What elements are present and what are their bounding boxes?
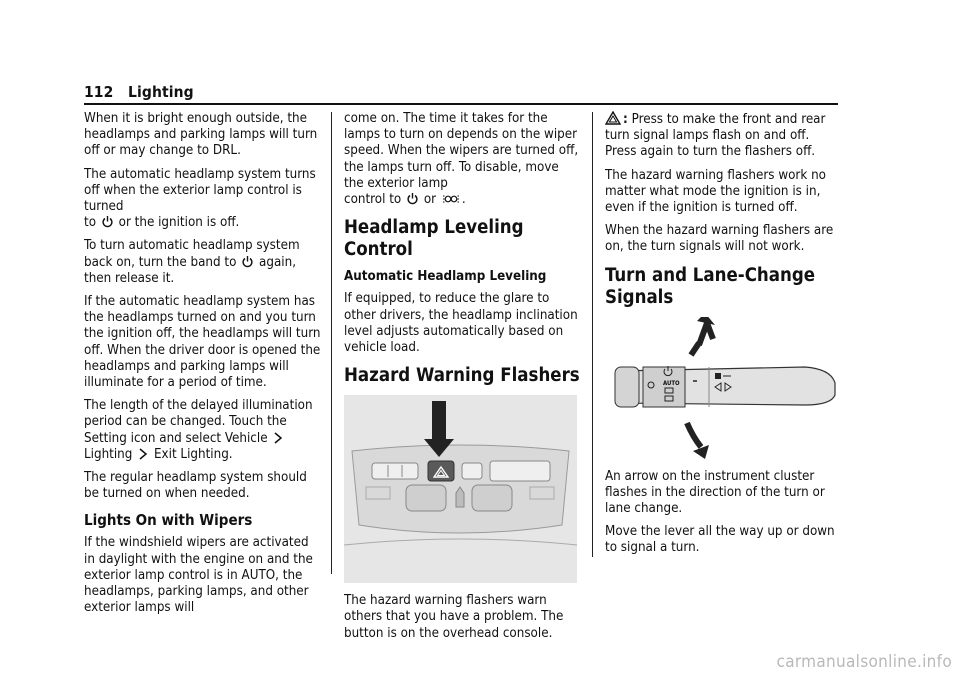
paragraph: The hazard warning flashers warn others that you have a problem. The button is on the overhead console. xyxy=(344,593,564,641)
turn-signal-lever-figure xyxy=(605,317,838,459)
page-header xyxy=(84,83,194,101)
paragraph: When the hazard warning flashers are on, the turn signals will not work. xyxy=(605,223,834,255)
paragraph: To turn automatic headlamp system back on, turn the band to again, then release it. xyxy=(84,238,300,286)
section-heading: Lights On with Wipers xyxy=(84,511,253,530)
paragraph: : Press to make the front and rear turn signal lamps flash on and off. Press again to turn the flashers off. xyxy=(605,112,826,160)
section-heading: Hazard Warning Flashers xyxy=(344,365,580,387)
power-off-icon xyxy=(102,215,113,228)
paragraph: The length of the delayed illumination period can be changed. Touch the Setting icon and select Vehicle Lighting Exit Lighting. xyxy=(84,398,313,462)
lever-auto-label: AUTO xyxy=(663,379,680,387)
parking-lamps-icon xyxy=(442,193,460,205)
hazard-icon xyxy=(433,466,449,478)
paragraph: Move the lever all the way up or down to signal a turn. xyxy=(605,524,835,556)
overhead-console-figure xyxy=(344,395,577,583)
column-divider-2 xyxy=(592,112,593,557)
page-number: 112 xyxy=(84,83,114,101)
paragraph: If the windshield wipers are activated in daylight with the engine on and the exterior lamp control is in AUTO, the headlamps, parking lamps, and other exterior lamps will xyxy=(84,535,313,616)
overhead-console-illustration xyxy=(344,395,577,583)
paragraph: The automatic headlamp system turns off when the exterior lamp control is turned to or the ignition is off. xyxy=(84,166,316,231)
paragraph: If equipped, to reduce the glare to other drivers, the headlamp inclination level adjusts automatically based on vehicle load. xyxy=(344,291,578,356)
hazard-warning-icon xyxy=(605,111,621,125)
header-rule xyxy=(84,103,838,105)
power-off-icon xyxy=(242,255,253,268)
column-3 xyxy=(605,111,840,564)
paragraph: The hazard warning flashers work no matter what mode the ignition is in, even if the ignition is turned off. xyxy=(605,167,826,216)
column-1 xyxy=(84,111,322,623)
chevron-right-icon xyxy=(273,432,283,444)
paragraph: come on. The time it takes for the lamps to turn on depends on the wiper speed. When the wipers are turned off, the lamps turn off. To disable, move the exterior lamp control to or . xyxy=(344,111,579,208)
column-2 xyxy=(344,111,582,649)
section-heading: Turn and Lane-Change Signals xyxy=(605,264,816,308)
paragraph: When it is bright enough outside, the headlamps and parking lamps will turn off or may change to DRL. xyxy=(84,111,318,159)
turn-signal-lever-illustration xyxy=(605,317,838,459)
column-divider-1 xyxy=(331,112,332,574)
paragraph: An arrow on the instrument cluster flashes in the direction of the turn or lane change. xyxy=(605,468,825,517)
section-title: Lighting xyxy=(128,83,194,101)
paragraph: The regular headlamp system should be turned on when needed. xyxy=(84,470,307,502)
subsection-heading: Automatic Headlamp Leveling xyxy=(344,269,547,285)
section-heading: Headlamp Leveling Control xyxy=(344,217,524,261)
watermark: carmanualsonline.info xyxy=(776,652,952,672)
power-off-icon xyxy=(407,192,418,205)
chevron-right-icon xyxy=(138,448,148,460)
paragraph: If the automatic headlamp system has the headlamps turned on and you turn the ignition off, the headlamps will turn off. When the driver door is opened the headlamps and parking lamps will illuminate for a period of time. xyxy=(84,294,321,391)
